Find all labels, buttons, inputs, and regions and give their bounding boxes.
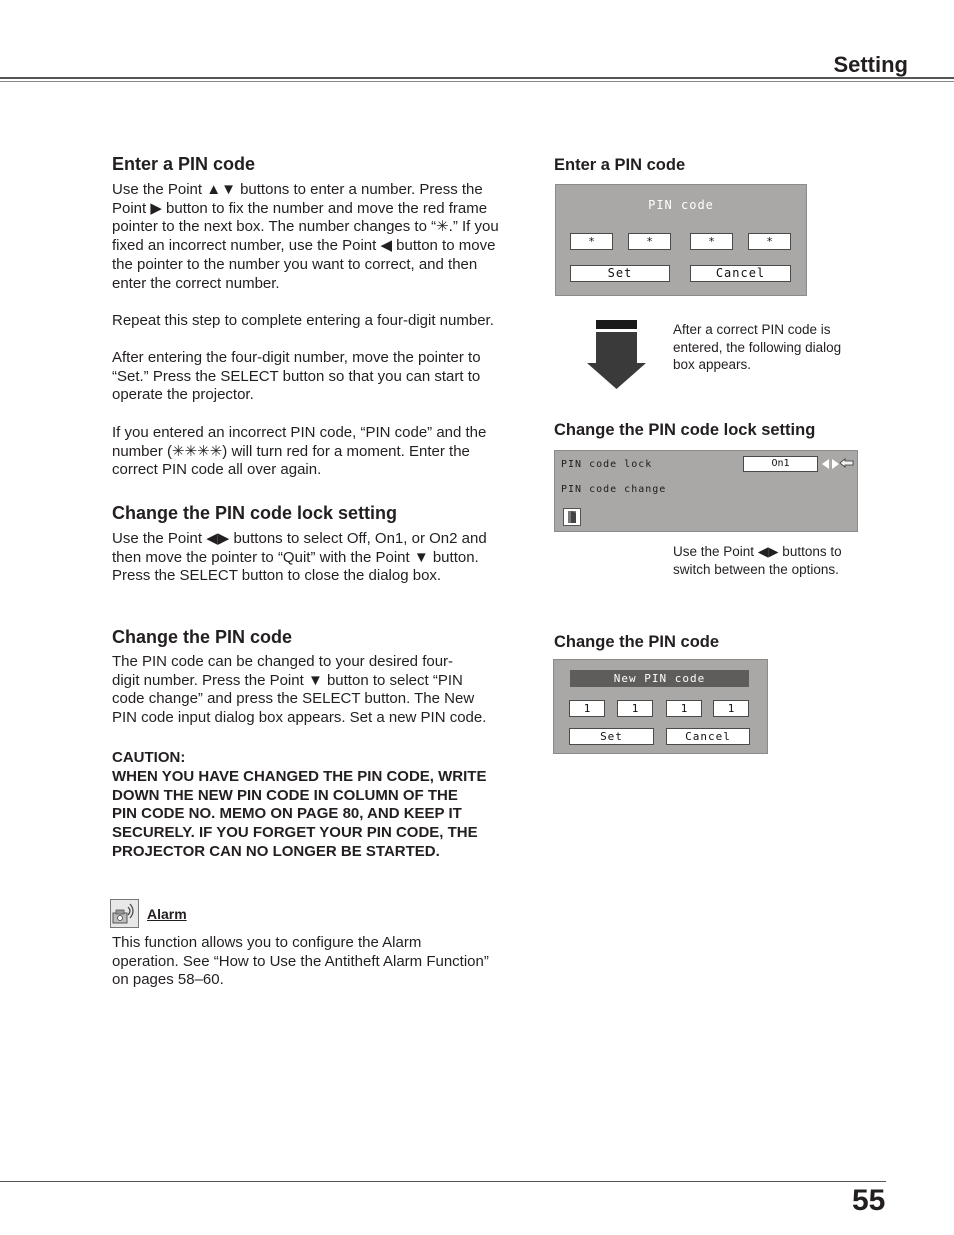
pin-digit-box-2[interactable]: * (628, 233, 671, 250)
down-arrow-icon (587, 319, 647, 391)
caution-label: CAUTION: (112, 749, 186, 766)
enter-pin-paragraph-1 (112, 181, 516, 293)
change-lock-heading: Change the PIN code lock setting (112, 503, 398, 523)
header-rule (0, 77, 954, 79)
text-line: PIN code input dialog box appears. Set a new PIN code. (112, 709, 487, 727)
alarm-icon (110, 899, 139, 928)
text-line: switch between the options. (673, 561, 839, 577)
text-line: entered, the following dialog (673, 339, 842, 355)
text-line: enter the correct number. (112, 274, 280, 292)
text-line: on pages 58–60. (112, 971, 224, 989)
text-line: number (✳✳✳✳) will turn red for a moment. Enter the (112, 442, 470, 460)
text-line: After entering the four-digit number, move the pointer to (112, 349, 481, 366)
text-line: fixed an incorrect number, use the Point ◀ button to move (112, 237, 496, 255)
caution-block (112, 749, 516, 862)
text-line: digit number. Press the Point ▼ button to select “PIN (112, 671, 463, 689)
text-line: operate the projector. (112, 386, 254, 404)
right-change-lock-heading: Change the PIN code lock setting (554, 421, 816, 439)
new-pin-digit-box-1[interactable]: 1 (569, 700, 605, 717)
pin-set-button[interactable]: Set (570, 265, 670, 282)
text-line: Point ▶ button to fix the number and move the red frame (112, 199, 488, 217)
enter-pin-paragraph-3 (112, 349, 516, 405)
text-line: If you entered an incorrect PIN code, “PIN code” and the (112, 424, 487, 441)
new-pin-digit-box-3[interactable]: 1 (666, 700, 702, 717)
pin-lock-value-field[interactable]: On1 (743, 456, 818, 472)
text-line: code change” and press the SELECT button. The New (112, 690, 475, 708)
enter-pin-heading: Enter a PIN code (112, 154, 256, 174)
pin-cancel-button[interactable]: Cancel (690, 265, 791, 282)
text-line: After a correct PIN code is (673, 322, 831, 337)
footer-rule (0, 1181, 886, 1182)
new-pin-title: New PIN code (570, 670, 749, 687)
pin-code-dialog (555, 184, 807, 296)
text-line: “Set.” Press the SELECT button so that you can start to (112, 367, 481, 385)
text-line: pointer to the next box. The number changes to “✳.” If you (112, 218, 499, 236)
right-enter-pin-heading: Enter a PIN code (554, 156, 686, 174)
quit-icon[interactable] (563, 508, 581, 526)
text-line: then move the pointer to “Quit” with the Point ▼ button. (112, 548, 479, 566)
new-pin-set-button[interactable]: Set (569, 728, 654, 745)
right-change-pin-heading: Change the PIN code (554, 633, 720, 651)
pin-digit-box-4[interactable]: * (748, 233, 791, 250)
text-line: correct PIN code all over again. (112, 461, 322, 479)
pin-digit-box-3[interactable]: * (690, 233, 733, 250)
text-line: DOWN THE NEW PIN CODE IN COLUMN OF THE (112, 786, 458, 804)
pin-lock-dialog (554, 450, 858, 532)
pin-digit-box-1[interactable]: * (570, 233, 613, 250)
page-number: 55 (852, 1184, 886, 1217)
change-pin-paragraph (112, 653, 516, 728)
text-line: PIN CODE NO. MEMO ON PAGE 80, AND KEEP IT (112, 805, 462, 823)
pointer-hand-icon (839, 455, 855, 471)
alarm-link[interactable]: Alarm (147, 906, 187, 922)
section-title: Setting (833, 52, 908, 77)
alarm-paragraph (112, 934, 522, 990)
pin-code-change-label[interactable]: PIN code change (561, 484, 667, 495)
text-line: Repeat this step to complete entering a four-digit number. (112, 312, 494, 329)
new-pin-cancel-button[interactable]: Cancel (666, 728, 750, 745)
text-line: the pointer to the number you want to correct, and then (112, 255, 478, 273)
text-line: WHEN YOU HAVE CHANGED THE PIN CODE, WRITE (112, 767, 487, 785)
pin-dialog-title: PIN code (648, 198, 714, 212)
right-arrow-icon[interactable] (832, 459, 839, 469)
text-line: SECURELY. IF YOU FORGET YOUR PIN CODE, THE (112, 824, 478, 842)
text-line: This function allows you to configure the Alarm (112, 934, 422, 951)
new-pin-digit-box-4[interactable]: 1 (713, 700, 749, 717)
text-line: Use the Point ◀▶ buttons to (673, 544, 842, 559)
text-line: The PIN code can be changed to your desired four- (112, 653, 454, 670)
enter-pin-paragraph-2 (112, 312, 532, 331)
change-lock-paragraph (112, 530, 516, 586)
change-pin-heading: Change the PIN code (112, 627, 293, 647)
pin-code-lock-label: PIN code lock (561, 459, 653, 470)
new-pin-dialog (553, 659, 768, 754)
text-line: Press the SELECT button to close the dialog box. (112, 567, 442, 585)
new-pin-digit-box-2[interactable]: 1 (617, 700, 653, 717)
text-line: PROJECTOR CAN NO LONGER BE STARTED. (112, 842, 440, 860)
enter-pin-paragraph-4 (112, 424, 516, 480)
text-line: operation. See “How to Use the Antitheft Alarm Function” (112, 952, 489, 970)
text-line: box appears. (673, 357, 752, 372)
after-correct-note (673, 321, 858, 374)
switch-options-note (673, 543, 858, 578)
text-line: Use the Point ▲▼ buttons to enter a number. Press the (112, 181, 483, 198)
left-arrow-icon[interactable] (822, 459, 829, 469)
header-rule-thin (0, 81, 954, 82)
text-line: Use the Point ◀▶ buttons to select Off, On1, or On2 and (112, 530, 487, 547)
